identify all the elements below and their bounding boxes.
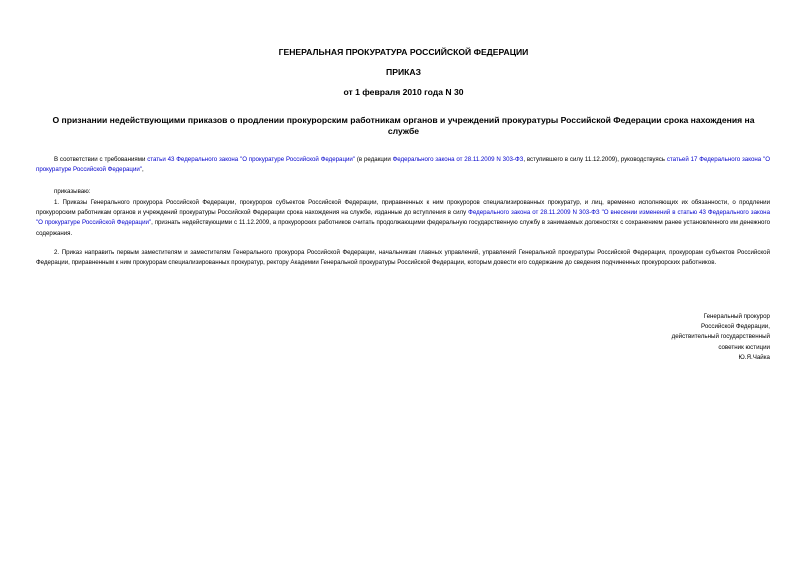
signature-position: Генеральный прокурор — [703, 313, 770, 320]
order-item-2: 2. Приказ направить первым заместителям и заместителям Генерального прокурора Российской Федерации, начальникам главных управлений, управлений Генеральной прокуратуры Российской Федерации, прокурорам субъектов Российской Федерации, приравненным к ним прокурорам специализированных прокуратур, ректору Академии Генеральной прокуратуры Российской Федерации, которым довести его содержание до сведения подчиненных прокурорских работников. — [36, 249, 770, 267]
item-1-text-1: 1. Приказы Генерального прокурора Российской Федерации, прокуроров субъектов Российской Федерации, приравненных к ним прокуроров специализированных прокуратур, и лиц, временно исполняющих их обязанности, о продлении прокурорским работникам органов и учреждений прокуратуры Российской Федерации срока нахождения на службе, изданные до вступления в силу — [36, 199, 770, 217]
document-date-number: от 1 февраля 2010 года N 30 — [343, 87, 464, 97]
item-1-text-2: , признать недействующими с 11.12.2009, а прокурорских работников считать продолжающими федеральную государственную службу в занимаемых должностях с сохранением ранее установленного им денежного содержания. — [36, 219, 770, 237]
signature-rank-2: советник юстиции — [718, 343, 770, 351]
preamble-text-4: , — [141, 166, 144, 174]
signature-country: Российской Федерации, — [700, 323, 770, 331]
law-article-17-link[interactable]: статьей 17 Федерального закона "О прокуратуре Российской Федерации" — [36, 156, 770, 174]
law-article-43-link[interactable]: статьи 43 Федерального закона "О прокуратуре Российской Федерации" — [147, 156, 356, 163]
preamble-paragraph — [36, 155, 770, 175]
signature-name: Ю.Я.Чайка — [738, 353, 770, 361]
signature-rank-1: действительный государственный — [671, 333, 770, 341]
preamble-text-3: , вступившего в силу 11.12.2009), руководствуясь — [523, 156, 667, 163]
order-item-1 — [36, 198, 770, 239]
document-type-heading: ПРИКАЗ — [386, 67, 421, 77]
amendment-law-link[interactable]: Федерального закона от 28.11.2009 N 303-ФЗ "О внесении изменений в статью 43 Федерального закона "О прокуратуре Российской Федерации" — [36, 209, 770, 227]
preamble-text-2: (в редакции — [355, 156, 393, 163]
document-title: О признании недействующими приказов о продлении прокурорским работникам органов и учреждений прокуратуры Российской Федерации срока нахождения на службе — [52, 115, 755, 136]
federal-law-303-link[interactable]: Федерального закона от 28.11.2009 N 303-ФЗ — [392, 156, 524, 163]
organization-heading: ГЕНЕРАЛЬНАЯ ПРОКУРАТУРА РОССИЙСКОЙ ФЕДЕРАЦИИ — [278, 47, 529, 57]
preamble-text-1: В соответствии с требованиями — [54, 156, 148, 163]
signature-block — [672, 312, 770, 363]
order-word: приказываю: — [54, 188, 91, 195]
